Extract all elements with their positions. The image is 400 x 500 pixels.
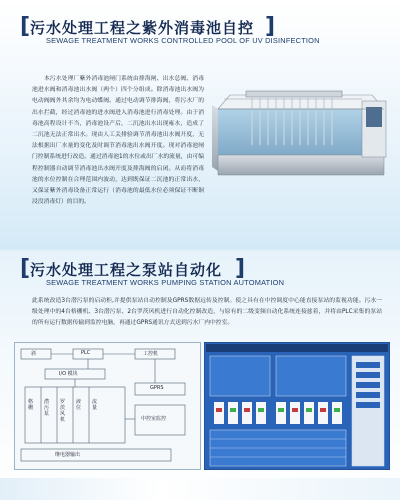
bracket-left-icon: [ (20, 256, 31, 281)
uv-disinfection-tank-illustration (212, 75, 390, 187)
diagram-label-remote: 中控室监控 (141, 416, 167, 422)
diagram-label-relay: 继电器输出 (55, 452, 81, 458)
diagram-col-label: 格栅 (28, 399, 34, 411)
bottom-decoration (0, 478, 400, 500)
diagram-col-label: 流量 (92, 399, 98, 411)
bracket-left-icon: [ (20, 14, 31, 39)
diagram-lines (15, 343, 200, 469)
diagram-label-plc: PLC (81, 350, 91, 356)
control-system-diagram (14, 342, 201, 470)
scada-screen-illustration (204, 342, 390, 470)
section1-paragraph: 本污水处理厂紫外消毒池闸门系统由排海闸、出水总阀、消毒池进水阀和消毒池出水阀（两个）四个分组成。除消毒池出水阀为电动阀阀外其余均为电动蝶阀。通过电动调节排海阀，将污水厂的出水拦截，经过消毒池的进水阀进入消毒池进行消毒处理。由于消毒池高程设计不当，消毒池设产后，二沉池出水出现雍水，造成了二沉池无法正常出水。现由人工关排验调节消毒池出水阀开度，无法根据出厂水量的变化及时调节消毒池出水阀开度。现对消毒池闸门控制系统进行改造。通过消毒池1的水位或出厂水的流量，由可编程控制器自动调节消毒池出水阀开度及排海阀的启闭。从而将消毒池的水位控制在合理范围内波动，达到既保证二沉池的正常出水，又保证紫外消毒设备正常运行（消毒池的最低水位必须保证不断铜浸没消毒灯）的目的。 (32, 76, 204, 206)
section2-subtitle: SEWAGE TREATMENT WORKS PUMPING STATION AUTOMATION (46, 278, 285, 287)
diagram-col-label: 潜污泵 (44, 399, 50, 417)
bracket-right-icon: ] (265, 14, 276, 39)
diagram-col-label: 罗茨风机 (60, 399, 66, 423)
diagram-label-top-left: 斜 (31, 351, 37, 357)
section2-paragraph: 此系统改造3台潜污泵的启动柜,并提供泵站自动控制及GPRS数据远传及控制。使之具有在中控调度中心能直接泵站的监视功能。污水一级处理中的4台格栅机、3台潜污泵、2台罗茨风机进行自动化控制改造，与原有的二级变频自动化系统连接慈着，并将由PLC采集的泵站的所有运行数据传输到监控电脑，再通过GPRS通讯方式送到污水厂内中控室。 (32, 298, 382, 327)
bracket-right-icon: ] (235, 256, 246, 281)
section2-title: 污水处理工程之泵站自动化 (30, 261, 223, 279)
section2-heading (20, 256, 380, 287)
diagram-col-label: 液位 (76, 399, 82, 411)
diagram-label-gprs: GPRS (150, 385, 164, 391)
section1-title: 污水处理工程之紫外消毒池自控 (30, 19, 255, 37)
diagram-label-io: I/O 模块 (59, 371, 78, 377)
section1-heading (20, 14, 380, 45)
section1-subtitle: SEWAGE TREATMENT WORKS CONTROLLED POOL OF UV DISINFECTION (46, 36, 320, 45)
diagram-label-ipc: 工控机 (143, 351, 159, 357)
